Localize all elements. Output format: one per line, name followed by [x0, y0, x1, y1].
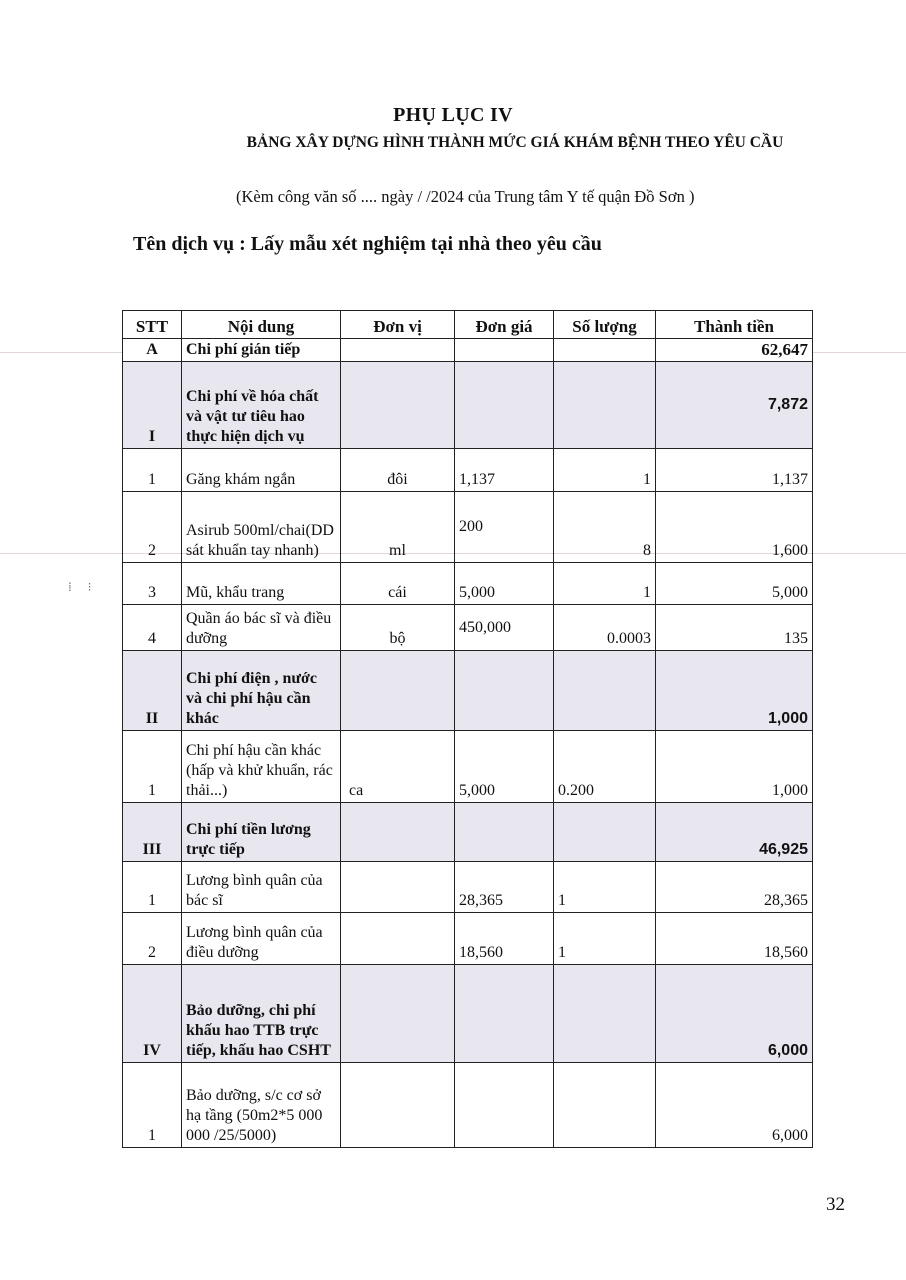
cell-unit-price: [455, 362, 554, 449]
cell-stt: 1: [123, 862, 182, 913]
table-row: [123, 731, 813, 803]
cell-unit-price: 450,000: [455, 605, 554, 651]
cell-unit: [341, 362, 455, 449]
cell-stt: III: [123, 803, 182, 862]
service-name: Tên dịch vụ : Lấy mẫu xét nghiệm tại nhà theo yêu cầu: [133, 233, 602, 255]
cell-content: Chi phí tiền lương trực tiếp: [182, 803, 341, 862]
cell-content: Quần áo bác sĩ và điều dưỡng: [182, 605, 341, 651]
cell-total: 6,000: [656, 1063, 813, 1148]
attachment-note: (Kèm công văn số .... ngày / /2024 của Trung tâm Y tế quận Đồ Sơn ): [236, 187, 695, 206]
document-title: BẢNG XÂY DỰNG HÌNH THÀNH MỨC GIÁ KHÁM BỆNH THEO YÊU CẦU: [246, 134, 784, 151]
cell-stt: 2: [123, 913, 182, 965]
cell-content: Bảo dưỡng, chi phí khấu hao TTB trực tiếp, khấu hao CSHT: [182, 965, 341, 1063]
cell-unit-price: 1,137: [455, 449, 554, 492]
table-row: [123, 563, 813, 605]
cell-total: 7,872: [656, 362, 813, 449]
cell-quantity: [554, 339, 656, 362]
group-row-a: [123, 339, 813, 362]
cell-content: Lương bình quân của bác sĩ: [182, 862, 341, 913]
cell-unit: [341, 339, 455, 362]
cell-content: Mũ, khẩu trang: [182, 563, 341, 605]
cell-unit: [341, 965, 455, 1063]
appendix-title: PHỤ LỤC IV: [393, 104, 513, 126]
cell-stt: IV: [123, 965, 182, 1063]
cell-stt: 3: [123, 563, 182, 605]
table-row: [123, 605, 813, 651]
cell-quantity: 1: [554, 563, 656, 605]
table-row: [123, 449, 813, 492]
cell-stt: I: [123, 362, 182, 449]
cell-unit: đôi: [341, 449, 455, 492]
cell-stt: 1: [123, 731, 182, 803]
cell-unit-price: [455, 965, 554, 1063]
cell-quantity: [554, 651, 656, 731]
cell-unit: [341, 651, 455, 731]
cell-content: Lương bình quân của điều dưỡng: [182, 913, 341, 965]
cell-content: Bảo dưỡng, s/c cơ sở hạ tầng (50m2*5 000 000 /25/5000): [182, 1063, 341, 1148]
cell-total: 1,600: [656, 492, 813, 563]
cell-stt: 4: [123, 605, 182, 651]
cell-total: 1,000: [656, 731, 813, 803]
cell-stt: 2: [123, 492, 182, 563]
cell-content: Chi phí điện , nước và chi phí hậu cần khác: [182, 651, 341, 731]
table-row: [123, 1063, 813, 1148]
cell-unit-price: 200: [455, 492, 554, 563]
cell-content: Chi phí gián tiếp: [182, 339, 341, 362]
cell-unit: [341, 1063, 455, 1148]
cell-unit-price: [455, 1063, 554, 1148]
cell-unit-price: 18,560: [455, 913, 554, 965]
cell-quantity: 1: [554, 913, 656, 965]
cell-stt: 1: [123, 1063, 182, 1148]
cell-unit-price: [455, 651, 554, 731]
header-total: Thành tiền: [656, 311, 813, 339]
cell-content: Chi phí hậu cần khác (hấp và khử khuẩn, rác thải...): [182, 731, 341, 803]
cell-unit-price: 5,000: [455, 731, 554, 803]
cell-total: 1,137: [656, 449, 813, 492]
cell-total: 135: [656, 605, 813, 651]
cell-total: 28,365: [656, 862, 813, 913]
cell-unit: bộ: [341, 605, 455, 651]
cell-total: 6,000: [656, 965, 813, 1063]
cell-unit: cái: [341, 563, 455, 605]
cell-unit: ca: [341, 731, 455, 803]
cell-unit-price: 28,365: [455, 862, 554, 913]
cell-quantity: 1: [554, 449, 656, 492]
cell-total: 46,925: [656, 803, 813, 862]
header-unit: Đơn vị: [341, 311, 455, 339]
cell-unit-price: [455, 339, 554, 362]
cell-total: 18,560: [656, 913, 813, 965]
section-row: [123, 803, 813, 862]
cell-content: Asirub 500ml/chai(DD sát khuẩn tay nhanh): [182, 492, 341, 563]
cell-stt: II: [123, 651, 182, 731]
cell-quantity: [554, 965, 656, 1063]
header-content: Nội dung: [182, 311, 341, 339]
cell-unit: [341, 803, 455, 862]
cell-stt: 1: [123, 449, 182, 492]
cell-quantity: [554, 362, 656, 449]
cell-quantity: 8: [554, 492, 656, 563]
table-row: [123, 913, 813, 965]
cell-total: 1,000: [656, 651, 813, 731]
cell-total: 5,000: [656, 563, 813, 605]
cell-quantity: [554, 803, 656, 862]
cell-unit: [341, 862, 455, 913]
table-header-row: [123, 311, 813, 339]
cell-stt: A: [123, 339, 182, 362]
cell-quantity: 0.0003: [554, 605, 656, 651]
section-row: [123, 362, 813, 449]
cell-unit: ml: [341, 492, 455, 563]
cell-unit: [341, 913, 455, 965]
cell-quantity: 0.200: [554, 731, 656, 803]
cost-table: [122, 310, 813, 1148]
section-row: [123, 651, 813, 731]
cell-quantity: 1: [554, 862, 656, 913]
cell-content: Găng khám ngắn: [182, 449, 341, 492]
cell-quantity: [554, 1063, 656, 1148]
table-row: [123, 492, 813, 563]
margin-marks: ⁞ ⁝: [68, 580, 98, 594]
section-row: [123, 965, 813, 1063]
cell-unit-price: 5,000: [455, 563, 554, 605]
header-stt: STT: [123, 311, 182, 339]
cell-total: 62,647: [656, 339, 813, 362]
page-number: 32: [826, 1194, 845, 1215]
cell-unit-price: [455, 803, 554, 862]
table-row: [123, 862, 813, 913]
header-unit-price: Đơn giá: [455, 311, 554, 339]
cell-content: Chi phí về hóa chất và vật tư tiêu hao thực hiện dịch vụ: [182, 362, 341, 449]
header-quantity: Số lượng: [554, 311, 656, 339]
